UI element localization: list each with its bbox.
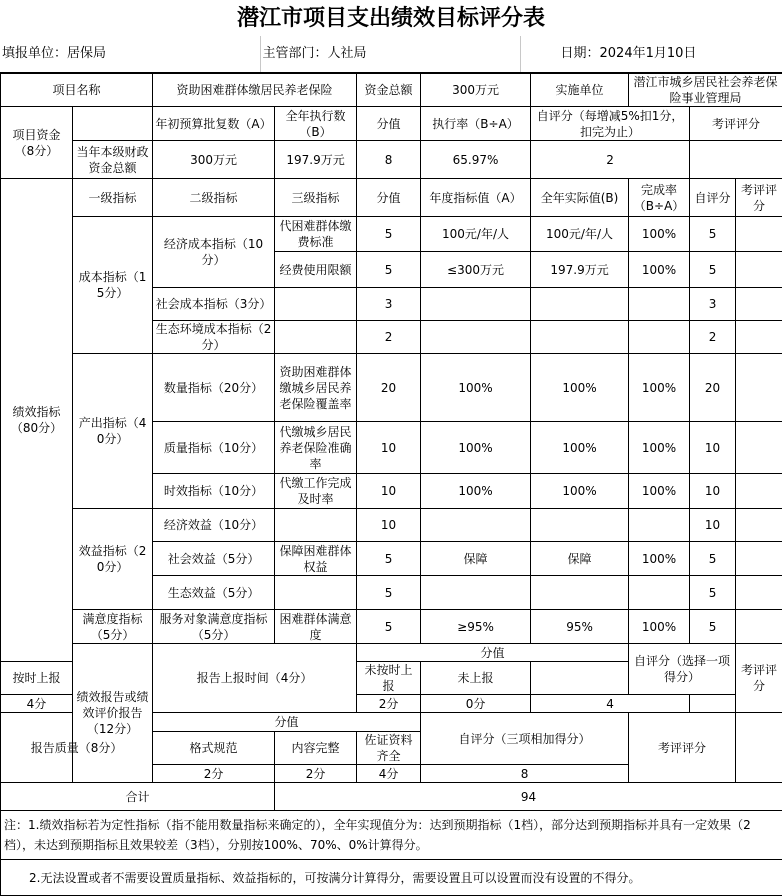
note-1: 注：1.绩效指标若为定性指标（指不能用数量指标来确定的），全年实现值分为：达到预期指标（1档），部分达到预期指标并具有一定效果（2档），未达到预期指标且效果较差（3档），分别按100%、70%、0%计算得分。 xyxy=(1,811,782,860)
self-score-header: 自评分（每增减5%扣1分，扣完为止） xyxy=(531,107,690,141)
impl-unit: 潜江市城乡居民社会养老保险事业管理局 xyxy=(629,74,782,107)
impl-unit-label: 实施单位 xyxy=(531,74,629,107)
funds-eval xyxy=(690,141,782,179)
report-quality-row: 报告质量（8分） 分值 自评分（三项相加得分） 考评评分 xyxy=(1,713,782,732)
level2-header: 二级指标 xyxy=(153,179,275,217)
econ-benefit-indicator: 经济效益（10分） xyxy=(153,509,275,542)
report-time-self: 4 xyxy=(531,695,690,713)
fund-total-label: 资金总额 xyxy=(357,74,421,107)
eval-header-2: 考评评分 xyxy=(736,179,782,217)
cost-indicator: 成本指标（15分） xyxy=(73,217,153,354)
total-label: 合计 xyxy=(1,783,275,811)
perf-score-header: 分值 xyxy=(357,179,421,217)
time-indicator: 时效指标（10分） xyxy=(153,474,275,509)
quantity-indicator: 数量指标（20分） xyxy=(153,354,275,422)
report-time-label: 报告上报时间（4分） xyxy=(153,644,357,713)
social-benefit-indicator: 社会效益（5分） xyxy=(153,542,275,576)
satisfaction-indicator: 满意度指标（5分） xyxy=(73,610,153,644)
table-row: 满意度指标（5分） 服务对象满意度指标（5分） 困难群体满意度 5 ≥95% 95% 100% 5 xyxy=(1,610,782,644)
project-name: 资助困难群体缴居民养老保险 xyxy=(153,74,357,107)
table-row: 质量指标（10分） 代缴城乡居民养老保险准确率 10 100% 100% 100% 10 xyxy=(1,422,782,474)
supervising-dept: 主管部门：人社局 xyxy=(260,36,520,73)
fill-date: 日期：2024年1月10日 xyxy=(520,36,782,73)
funds-row xyxy=(1,141,782,179)
fill-unit: 填报单位：居保局 xyxy=(0,36,260,73)
eco-benefit-indicator: 生态效益（5分） xyxy=(153,576,275,610)
total-value: 94 xyxy=(275,783,782,811)
funds-score: 8 xyxy=(357,141,421,179)
note-2: 2.无法设置或者不需要设置质量指标、效益指标的，可按满分计算得分，需要设置且可以设置而没有设置的不得分。 xyxy=(1,860,782,896)
table-row: 生态环境成本指标（2分） 2 2 xyxy=(1,321,782,354)
eval-header: 考评评分 xyxy=(690,107,782,141)
funds-row-label: 当年本级财政资金总额 xyxy=(73,141,153,179)
perf-header-row xyxy=(1,179,782,217)
report-quality-self: 8 xyxy=(421,765,629,783)
actual-header: 全年实际值(B) xyxy=(531,179,629,217)
total-row xyxy=(1,783,782,811)
note-row xyxy=(1,811,782,860)
note-row xyxy=(1,860,782,896)
output-indicator: 产出指标（40分） xyxy=(73,354,153,509)
social-cost-indicator: 社会成本指标（3分） xyxy=(153,288,275,321)
completion-header: 完成率（B÷A） xyxy=(629,179,690,217)
project-row xyxy=(1,74,782,107)
table-row: 社会效益（5分） 保障困难群体权益 5 保障 保障 100% 5 xyxy=(1,542,782,576)
level1-header: 一级指标 xyxy=(73,179,153,217)
report-time-row: 绩效报告或绩效评价报告（12分） 报告上报时间（4分） 分值 自评分（选择一项得分） 考评评分 xyxy=(1,644,782,662)
table-row: 生态效益（5分） 5 5 xyxy=(1,576,782,610)
funds-header-row xyxy=(1,107,782,141)
project-name-label: 项目名称 xyxy=(1,74,153,107)
exec-value: 197.9万元 xyxy=(275,141,357,179)
quality-indicator: 质量指标（10分） xyxy=(153,422,275,474)
benefit-indicator: 效益指标（20分） xyxy=(73,509,153,610)
exec-header: 全年执行数（B） xyxy=(275,107,357,141)
rate-header: 执行率（B÷A） xyxy=(421,107,531,141)
budget-value: 300万元 xyxy=(153,141,275,179)
report-quality-label: 报告质量（8分） xyxy=(1,713,153,783)
table-row: 社会成本指标（3分） 3 3 xyxy=(1,288,782,321)
page-title: 潜江市项目支出绩效目标评分表 xyxy=(0,0,782,36)
exec-rate: 65.97% xyxy=(421,141,531,179)
econ-cost-indicator: 经济成本指标（10分） xyxy=(153,217,275,288)
score-table: 项目名称 资助困难群体缴居民养老保险 资金总额 300万元 实施单位 潜江市城乡居民社会养老保险事业管理局 项目资金（8分） 年初预算批复数（A） 全年执行数（B） 分值 执行率（B÷A） 自评分（每增减5%扣1分，扣完为止） 考评评分 当年本级财政资金总额 300万元 197.9万元 8 65.97% 2 绩效指标（80分） 一级指标 二级指标 三级指标 分值 年度指标值（A） 全年实际值(B) 完成率（B÷A） 自评分 考评评分 成本指标（15分） 经济成本指标（10分） 代困难群体缴费标准 5 100元/年/人 100元/年/人 100% 5 经费使用限额 5 ≤300万元 197.9万元 100% 5 社会成本指标（3分） 3 3 生态环境成本指标（2分） 2 2 产出指标（40分） 数量指标（20分） 资助困难群体缴城乡居民养老保险覆盖率 20 100% 100% 100% 20 质量指标（10分） 代缴城乡居民养老保险准确率 10 100% 100% 100% 10 时效指标（10分） 代缴工作完成及时率 10 100% 100% 100% 10 效益指标（20分） 经济效益（10分） 10 10 社会效益（5分） 保障困难群体权益 5 保障 保障 100% 5 生态效益（5分） 5 5 满意度指标（5分） 服务对象满意度指标（5分） 困难群体满意度 5 ≥95% 95% 100% 5 绩效报告或绩效评价报告（12分） 报告上报时间（4分） 分值 自评分（选择一项得分） 考评评分 按时上报 未按时上报 未上报 4分 2分 0分 4 报告质量（8分） 分值 自评分（三项相加得分） 考评评分 格式规范 内容完整 佐证资料齐全 2分 2分 4分 8 合计 94 注：1.绩效指标若为定性指标（指不能用数量指标来确定的），全年实现值分为：达到预期指标（1档），部分达到预期指标并具有一定效果（2档），未达到预期指标且效果较差（3档），分别按100%、70%、0%计算得分。 2.无法设置或者不需要设置质量指标、效益指标的，可按满分计算得分，需要设置且可以设置而没有设置的不得分。 xyxy=(0,73,782,896)
eco-cost-indicator: 生态环境成本指标（2分） xyxy=(153,321,275,354)
self-header: 自评分 xyxy=(690,179,736,217)
table-row: 时效指标（10分） 代缴工作完成及时率 10 100% 100% 100% 10 xyxy=(1,474,782,509)
table-row: 经费使用限额 5 ≤300万元 197.9万元 100% 5 xyxy=(1,252,782,288)
table-row: 成本指标（15分） 经济成本指标（10分） 代困难群体缴费标准 5 100元/年/人 100元/年/人 100% 5 xyxy=(1,217,782,252)
target-header: 年度指标值（A） xyxy=(421,179,531,217)
budget-header: 年初预算批复数（A） xyxy=(153,107,275,141)
level3-header: 三级指标 xyxy=(275,179,357,217)
funds-label: 项目资金（8分） xyxy=(1,107,73,179)
funds-self-score: 2 xyxy=(531,141,690,179)
perf-label: 绩效指标（80分） xyxy=(1,179,73,662)
table-row: 产出指标（40分） 数量指标（20分） 资助困难群体缴城乡居民养老保险覆盖率 20 100% 100% 100% 20 xyxy=(1,354,782,422)
report-label: 绩效报告或绩效评价报告（12分） xyxy=(73,644,153,783)
header-row xyxy=(0,36,782,73)
table-row: 效益指标（20分） 经济效益（10分） 10 10 xyxy=(1,509,782,542)
score-header: 分值 xyxy=(357,107,421,141)
fund-total: 300万元 xyxy=(421,74,531,107)
